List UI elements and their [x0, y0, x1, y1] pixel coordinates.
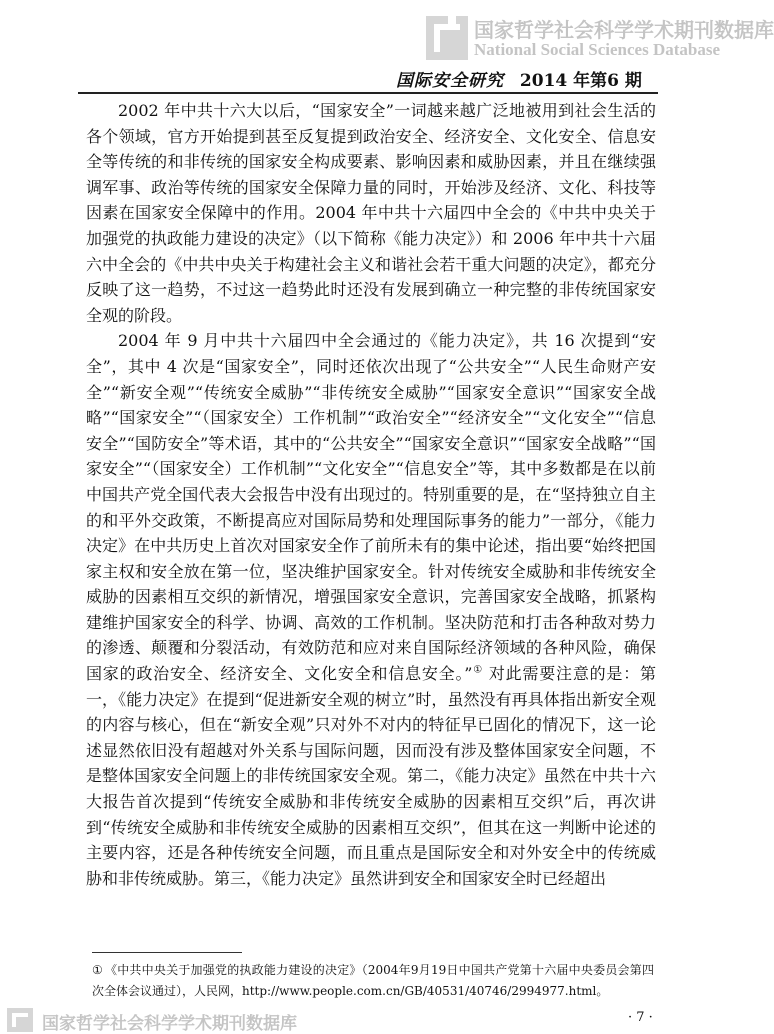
watermark-bottom-text: 国家哲学社会科学学术期刊数据库 [42, 1014, 297, 1034]
paragraph-1: 2002 年中共十六大以后，“国家安全”一词越来越广泛地被用到社会生活的各个领域，官方开始提到甚至反复提到政治安全、经济安全、文化安全、信息安全等传统的和非传统的国家安全构成要素、影响因素和威胁因素，并且在继续强调军事、政治等传统的国家安全保障力量的同时，开始涉及经济、文化、科技等因素在国家安全保障中的作用。2004 年中共十六届四中全会的《中共中央关于加强党的执政能力建设的决定》（以下简称《能力决定》）和 2006 年中共十六届六中全会的《中共中央关于构建社会主义和谐社会若干重大问题的决定》，都充分反映了这一趋势，不过这一趋势此时还没有发展到确立一种完整的非传统国家安全观的阶段。 [86, 101, 656, 325]
paragraph-2 [86, 328, 656, 891]
footnote-rule [92, 952, 242, 953]
watermark-bottom [0, 1005, 340, 1033]
footnote [92, 960, 654, 1002]
paragraph-2-tail: 对此需要注意的是：第一，《能力决定》在提到“促进新安全观的树立”时，虽然没有再具体指出新安全观的内容与核心，但在“新安全观”只对外不对内的特征早已固化的情况下，这一论述显然依旧没有超越对外关系与国际问题，因而没有涉及整体国家安全问题，不是整体国家安全问题上的非传统国家安全观。第二，《能力决定》虽然在中共十六大报告首次提到“传统安全威胁和非传统安全威胁的因素相互交织”后，再次讲到“传统安全威胁和非传统安全威胁的因素相互交织”，但其在这一判断中论述的主要内容，还是各种传统安全问题，而且重点是国际安全和对外安全中的传统威胁和非传统威胁。第三，《能力决定》虽然讲到安全和国家安全时已经超出 [86, 664, 656, 888]
paragraph-2-text: 2004 年 9 月中共十六届四中全会通过的《能力决定》，共 16 次提到“安全”，其中 4 次是“国家安全”，同时还依次出现了“公共安全”“人民生命财产安全”“新安全观”“传统安全威胁”“非传统安全威胁”“国家安全意识”“国家安全战略”“国家安全”“（国家安全）工作机制”“政治安全”“经济安全”“文化安全”“信息安全”“国防安全”等术语，其中的“公共安全”“国家安全意识”“国家安全战略”“国家安全”“（国家安全）工作机制”“文化安全”“信息安全”等，其中多数都是在以前中国共产党全国代表大会报告中没有出现过的。特别重要的是，在“坚持独立自主的和平外交政策，不断提高应对国际局势和处理国际事务的能力”一部分，《能力决定》在中共历史上首次对国家安全作了前所未有的集中论述，指出要“始终把国家主权和安全放在第一位，坚决维护国家安全。针对传统安全威胁和非传统安全威胁的因素相互交织的新情况，增强国家安全意识，完善国家安全战略，抓紧构建维护国家安全的科学、协调、高效的工作机制。坚决防范和打击各种敌对势力的渗透、颠覆和分裂活动，有效防范和应对来自国际经济领域的各种风险，确保国家的政治安全、经济安全、文化安全和信息安全。” [86, 331, 656, 684]
watermark-top [424, 12, 774, 70]
database-logo-small-icon [6, 1007, 34, 1033]
article-body [86, 98, 656, 891]
footnote-text: 《中共中央关于加强党的执政能力建设的决定》（2004年9月19日中国共产党第十六届中央委员会第四次全体会议通过），人民网，http://www.people.com.cn/GB/40531/40746/2994977.html。 [92, 963, 654, 998]
running-header [396, 66, 642, 91]
issue-label: 2014 年第6 期 [519, 71, 642, 91]
database-logo-icon [424, 14, 470, 62]
page-number: · 7 · [628, 1010, 653, 1025]
footnote-reference[interactable]: ① [472, 664, 483, 676]
watermark-name-en: National Social Sciences Database [474, 40, 721, 59]
header-rule [78, 92, 658, 94]
footnote-mark: ① [92, 963, 103, 977]
watermark-name-cn: 国家哲学社会科学学术期刊数据库 [474, 18, 774, 42]
journal-title: 国际安全研究 [396, 71, 504, 91]
